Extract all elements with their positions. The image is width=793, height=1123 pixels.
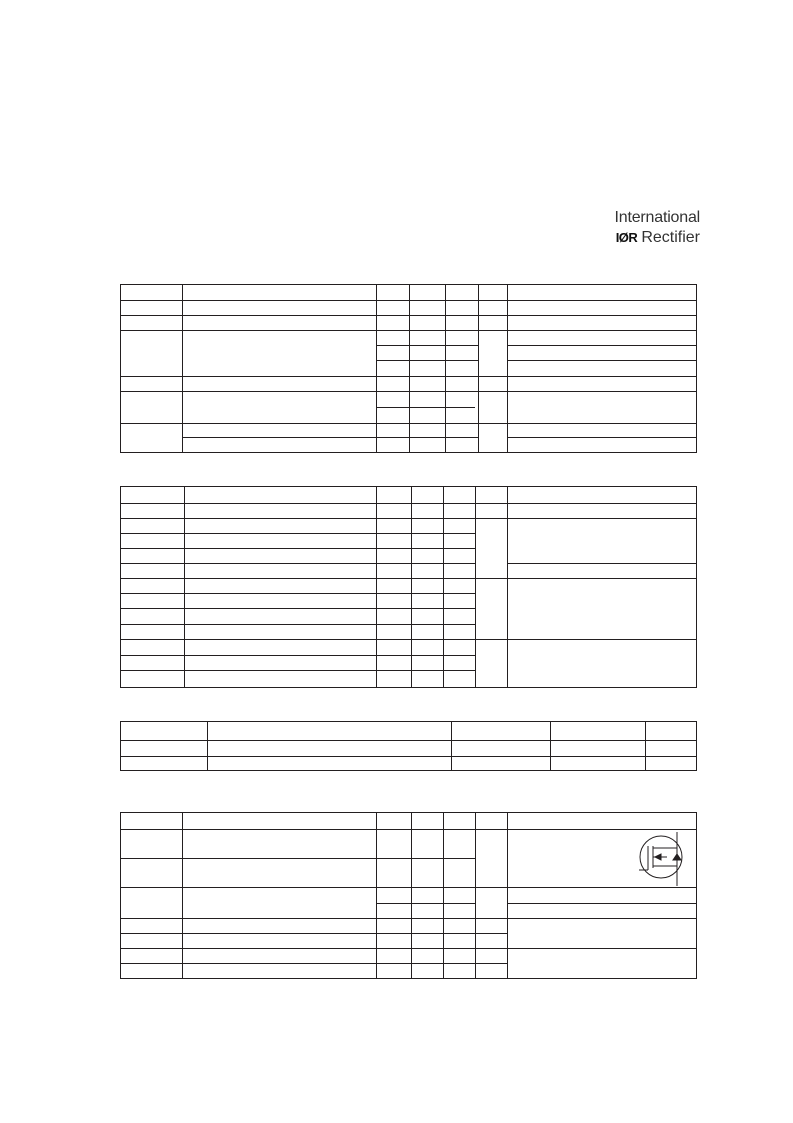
logo-rectifier-text: Rectifier: [641, 229, 700, 246]
logo-line-2: [560, 228, 700, 248]
table-2-grid: [120, 486, 698, 690]
table-4: [120, 812, 698, 982]
table-1-grid: [120, 284, 698, 455]
table-1: [120, 284, 698, 455]
mosfet-symbol-icon: [634, 828, 698, 892]
table-4-grid: [120, 812, 698, 982]
table-3-grid: [120, 721, 698, 774]
mosfet-symbol-drawing: [634, 828, 698, 892]
ior-mark: IØR: [615, 230, 638, 245]
table-2: [120, 486, 698, 690]
logo-line-1: International: [614, 209, 700, 226]
company-logo: [560, 208, 700, 248]
table-3: [120, 721, 698, 774]
